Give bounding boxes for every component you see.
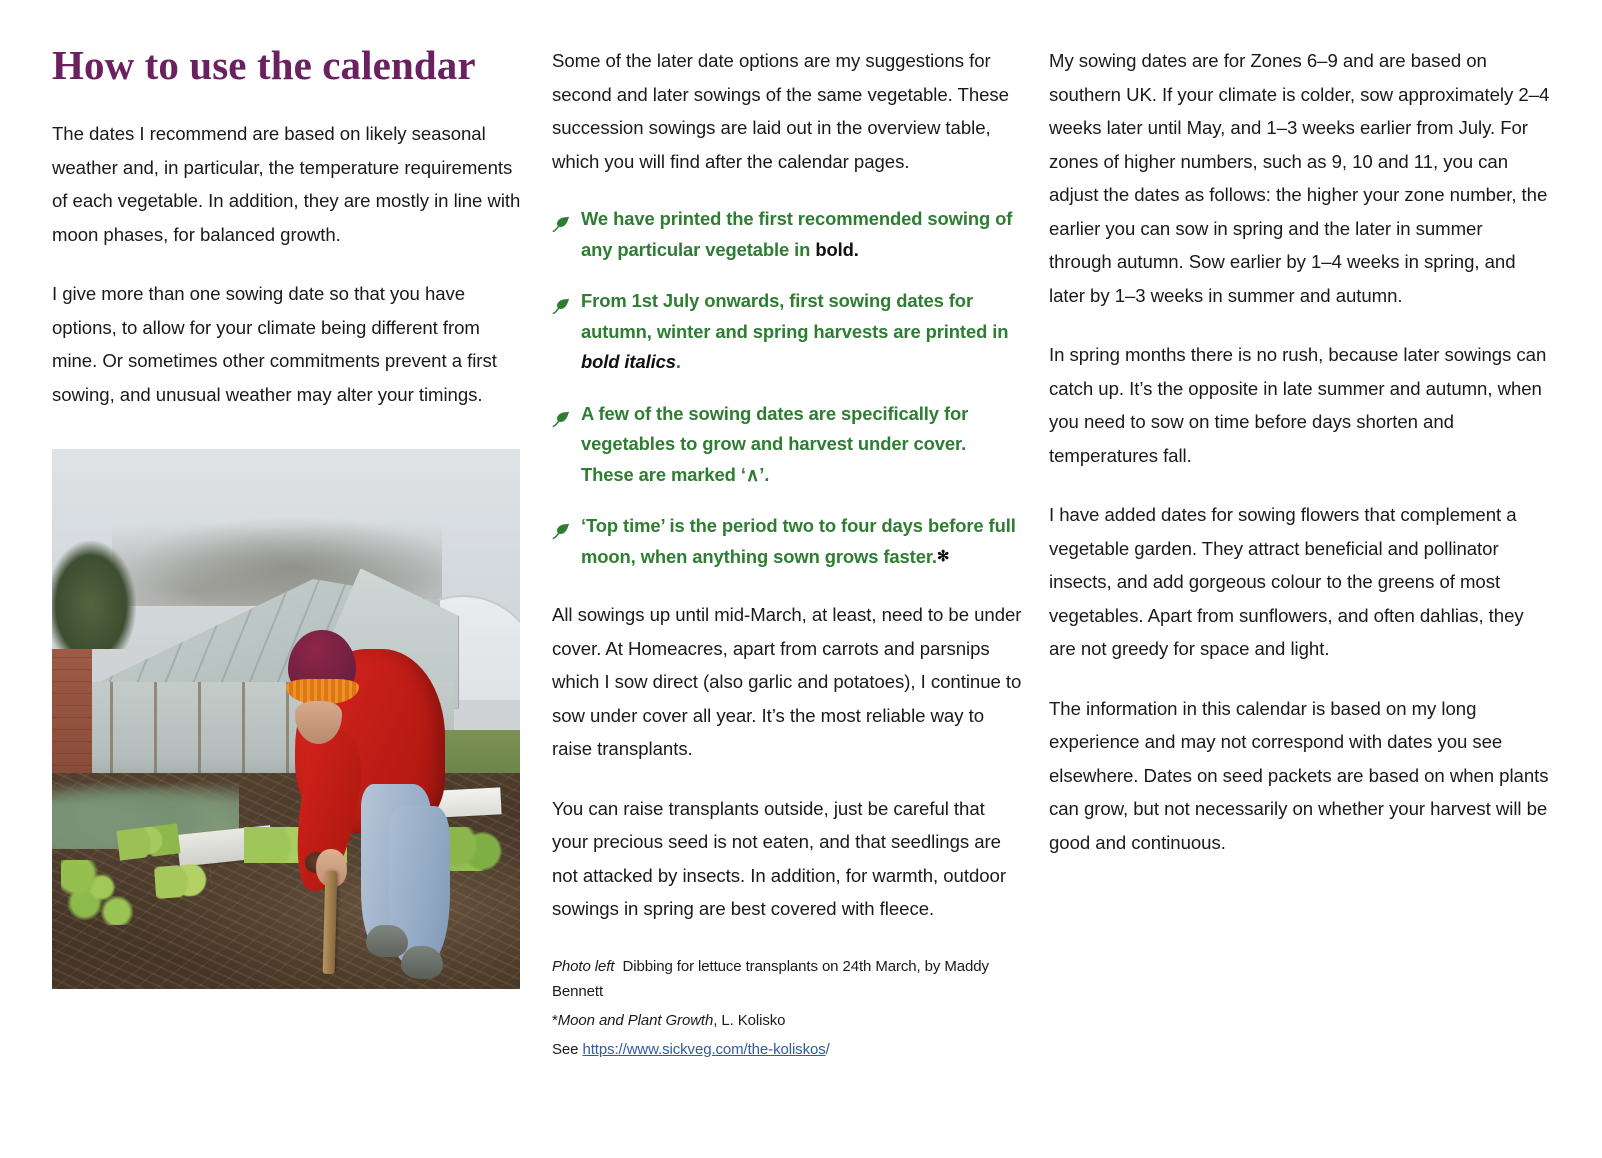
- left-column: [52, 44, 552, 1118]
- tips-text-before: From 1st July onwards, first sowing dates for autumn, winter and spring harvests are printed in: [581, 290, 1009, 342]
- garden-photo: [52, 449, 520, 989]
- tips-emphasis-bold: bold: [815, 238, 854, 260]
- photo-credit-line: [552, 954, 1022, 1004]
- footnote-author: , L. Kolisko: [713, 1011, 786, 1029]
- tips-text-before: A few of the sowing dates are specifically for vegetables to grow and harvest under cover. These are marked ‘: [581, 402, 969, 485]
- garden-photo-canvas: [52, 449, 520, 989]
- footnote-link-line: [552, 1037, 1022, 1062]
- photo-person-boot-right: [401, 946, 443, 978]
- tips-text-before: ‘Top time’ is the period two to four days before full moon, when anything sown grows faster.: [581, 515, 1016, 567]
- tips-list-item: [552, 511, 1022, 572]
- footnote-marker-asterisk: ✻: [936, 547, 950, 565]
- leaf-icon: [552, 293, 570, 309]
- right-paragraph-1: My sowing dates are for Zones 6–9 and are based on southern UK. If your climate is colder, sow approximately 2–4 weeks later until May, and 1–3 weeks earlier from July. For zones of higher numbers, such as 9, 10 and 11, you can adjust the dates as follows: the higher your zone number, the earlier you can sow in spring and the later in summer through autumn. Sow earlier by 1–4 weeks in spring, and later by 1–3 weeks in summer and autumn.: [1049, 50, 1550, 306]
- photo-person-boot-left: [366, 925, 408, 957]
- koliskos-link[interactable]: https://www.sickveg.com/the-koliskos: [582, 1040, 826, 1058]
- footnote-marker: *: [552, 1011, 558, 1029]
- middle-intro-paragraph: Some of the later date options are my suggestions for second and later sowings of the same vegetable. These succession sowings are laid out in the overview table, which you will find after the calendar pages.: [552, 50, 1009, 172]
- right-paragraph-4: The information in this calendar is based on my long experience and may not correspond with dates you see elsewhere. Dates on seed packets are based on when plants can grow, but not necessarily on whether your harvest will be good and continuous.: [1049, 697, 1549, 853]
- middle-column: [552, 44, 1049, 1118]
- page-title: How to use the calendar: [52, 42, 476, 88]
- leaf-icon: [552, 211, 570, 227]
- leaf-icon: [552, 406, 570, 422]
- left-paragraph-1: The dates I recommend are based on likely seasonal weather and, in particular, the temperature requirements of each vegetable. In addition, they are mostly in line with moon phases, for balanced growth.: [52, 123, 521, 245]
- middle-paragraph-2: You can raise transplants outside, just be careful that your precious seed is not eaten, and that seedlings are not attacked by insects. In addition, for warmth, outdoor sowings in spring are best covered with fleece.: [552, 797, 1006, 919]
- footnote-line: [552, 1008, 1022, 1033]
- tips-text-after: .: [853, 238, 859, 260]
- tips-list-item: [552, 399, 1022, 491]
- koliskos-link-tail: /: [825, 1040, 830, 1058]
- under-cover-caret-symbol: ∧: [745, 463, 760, 485]
- tips-text-before: We have printed the first recommended sowing of any particular vegetable in: [581, 208, 1013, 260]
- leaf-icon: [552, 518, 570, 534]
- right-paragraph-3: I have added dates for sowing flowers that complement a vegetable garden. They attract beneficial and pollinator insects, and add gorgeous colour to the greens of most vegetables. Apart from sunflowers, and often dahlias, they are not greedy for space and light.: [1049, 504, 1524, 659]
- left-paragraph-2: I give more than one sowing date so that you have options, to allow for your climate being different from mine. Or sometimes other commitments prevent a first sowing, and unusual weather may alter your timings.: [52, 283, 497, 405]
- photo-brick-wall-left: [52, 649, 92, 789]
- photo-credit-text: Dibbing for lettuce transplants on 24th March, by Maddy Bennett: [552, 957, 989, 1000]
- photo-seedlings-tray-b: [154, 863, 212, 899]
- footnote-title: Moon and Plant Growth: [557, 1011, 714, 1029]
- photo-conifer: [52, 541, 136, 649]
- right-column: [1049, 44, 1550, 1118]
- tips-text-after: ’.: [759, 463, 770, 485]
- tips-list-item: [552, 286, 1022, 378]
- photo-baby-leaf-row: [61, 860, 145, 925]
- photo-credit-label: Photo left: [552, 957, 615, 975]
- see-label: See: [552, 1040, 583, 1058]
- tips-list-item: [552, 204, 1022, 265]
- photo-caption-block: [552, 954, 1022, 1062]
- tips-text-after: .: [675, 351, 681, 372]
- tips-emphasis-bold-italic: bold italics: [581, 351, 676, 372]
- middle-paragraph-1: All sowings up until mid-March, at least, need to be under cover. At Homeacres, apart from carrots and parsnips which I sow direct (also garlic and potatoes), I continue to sow under cover all year. It’s the most reliable way to raise transplants.: [552, 604, 1022, 759]
- right-paragraph-2: In spring months there is no rush, because later sowings can catch up. It’s the opposite in late summer and autumn, when you need to sow on time before days shorten and temperatures fall.: [1049, 344, 1547, 466]
- tips-list: [552, 204, 1022, 572]
